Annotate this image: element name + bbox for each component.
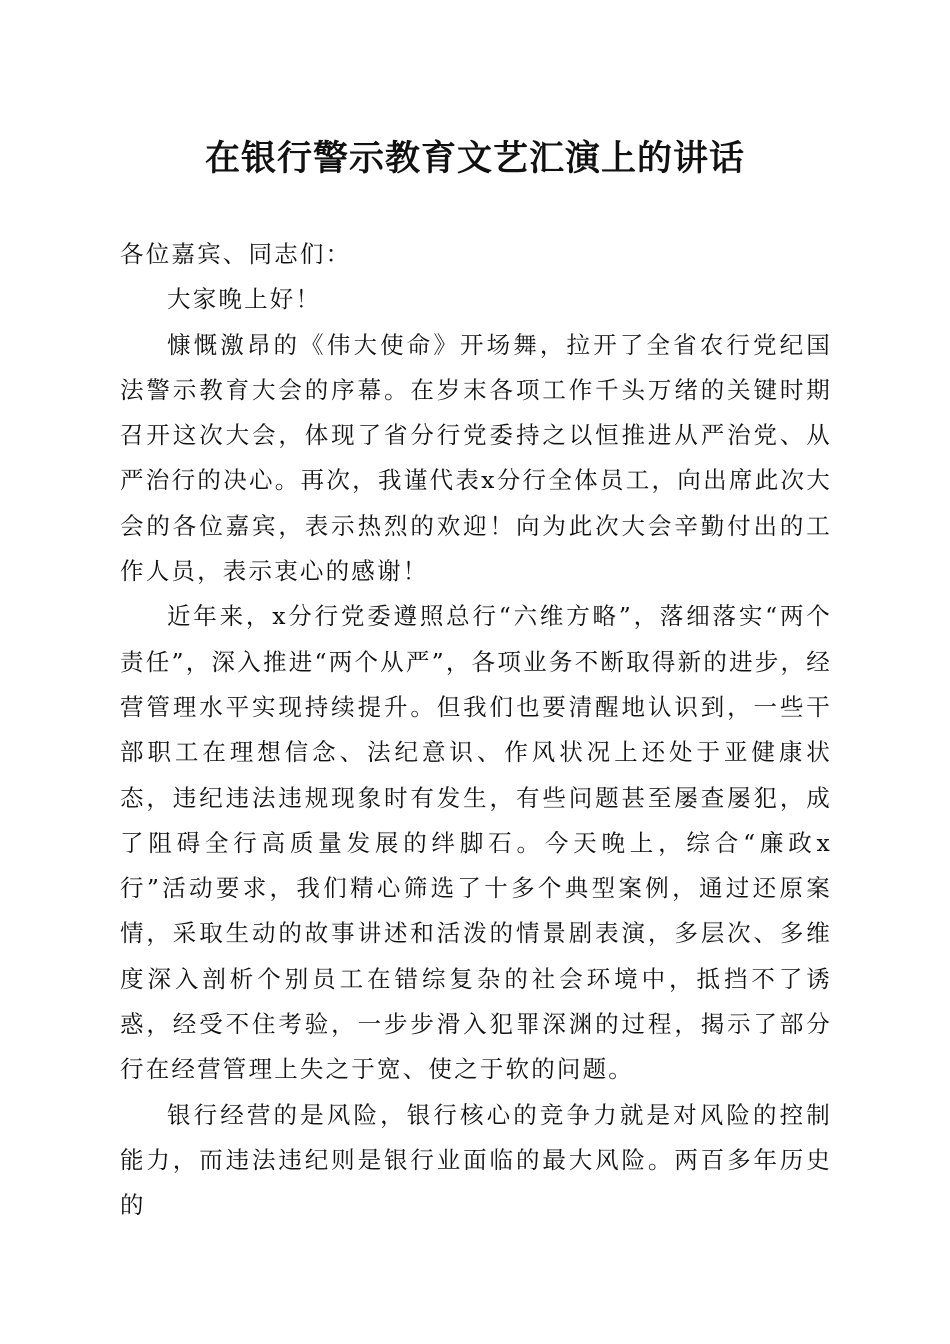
paragraph-recent-years: 近年来，x分行党委遵照总行“六维方略”，落细落实“两个责任”，深入推进“两个从严”，各项业务不断取得新的进步，经营管理水平实现持续提升。但我们也要清醒地认识到，一些干部职工在理想信念、法纪意识、作风状况上还处于亚健康状态，违纪违法违规现象时有发生，有些问题甚至屡查屡犯，成了阻碍全行高质量发展的绊脚石。今天晚上，综合“廉政x行”活动要求，我们精心筛选了十多个典型案例，通过还原案情，采取生动的故事讲述和活泼的情景剧表演，多层次、多维度深入剖析个别员工在错综复杂的社会环境中，抵挡不了诱惑，经受不住考验，一步步滑入犯罪深渊的过程，揭示了部分行在经营管理上失之于宽、使之于软的问题。 [120,602,832,1084]
paragraph-risk: 银行经营的是风险，银行核心的竞争力就是对风险的控制能力，而违法违纪则是银行业面临的最大风险。两百多年历史的 [120,1100,832,1220]
document-body [120,232,832,1229]
paragraph-greeting: 大家晚上好！ [167,285,322,314]
salutation: 各位嘉宾、同志们： [120,240,352,268]
document-title: 在银行警示教育文艺汇演上的讲话 [204,138,745,179]
paragraph-opening: 慷慨激昂的《伟大使命》开场舞，拉开了全省农行党纪国法警示教育大会的序幕。在岁末各项工作千头万绪的关键时期召开这次大会，体现了省分行党委持之以恒推进从严治党、从严治行的决心。再次，我谨代表x分行全体员工，向出席此次大会的各位嘉宾，表示热烈的欢迎！向为此次大会辛勤付出的工作人员，表示衷心的感谢！ [120,330,832,586]
